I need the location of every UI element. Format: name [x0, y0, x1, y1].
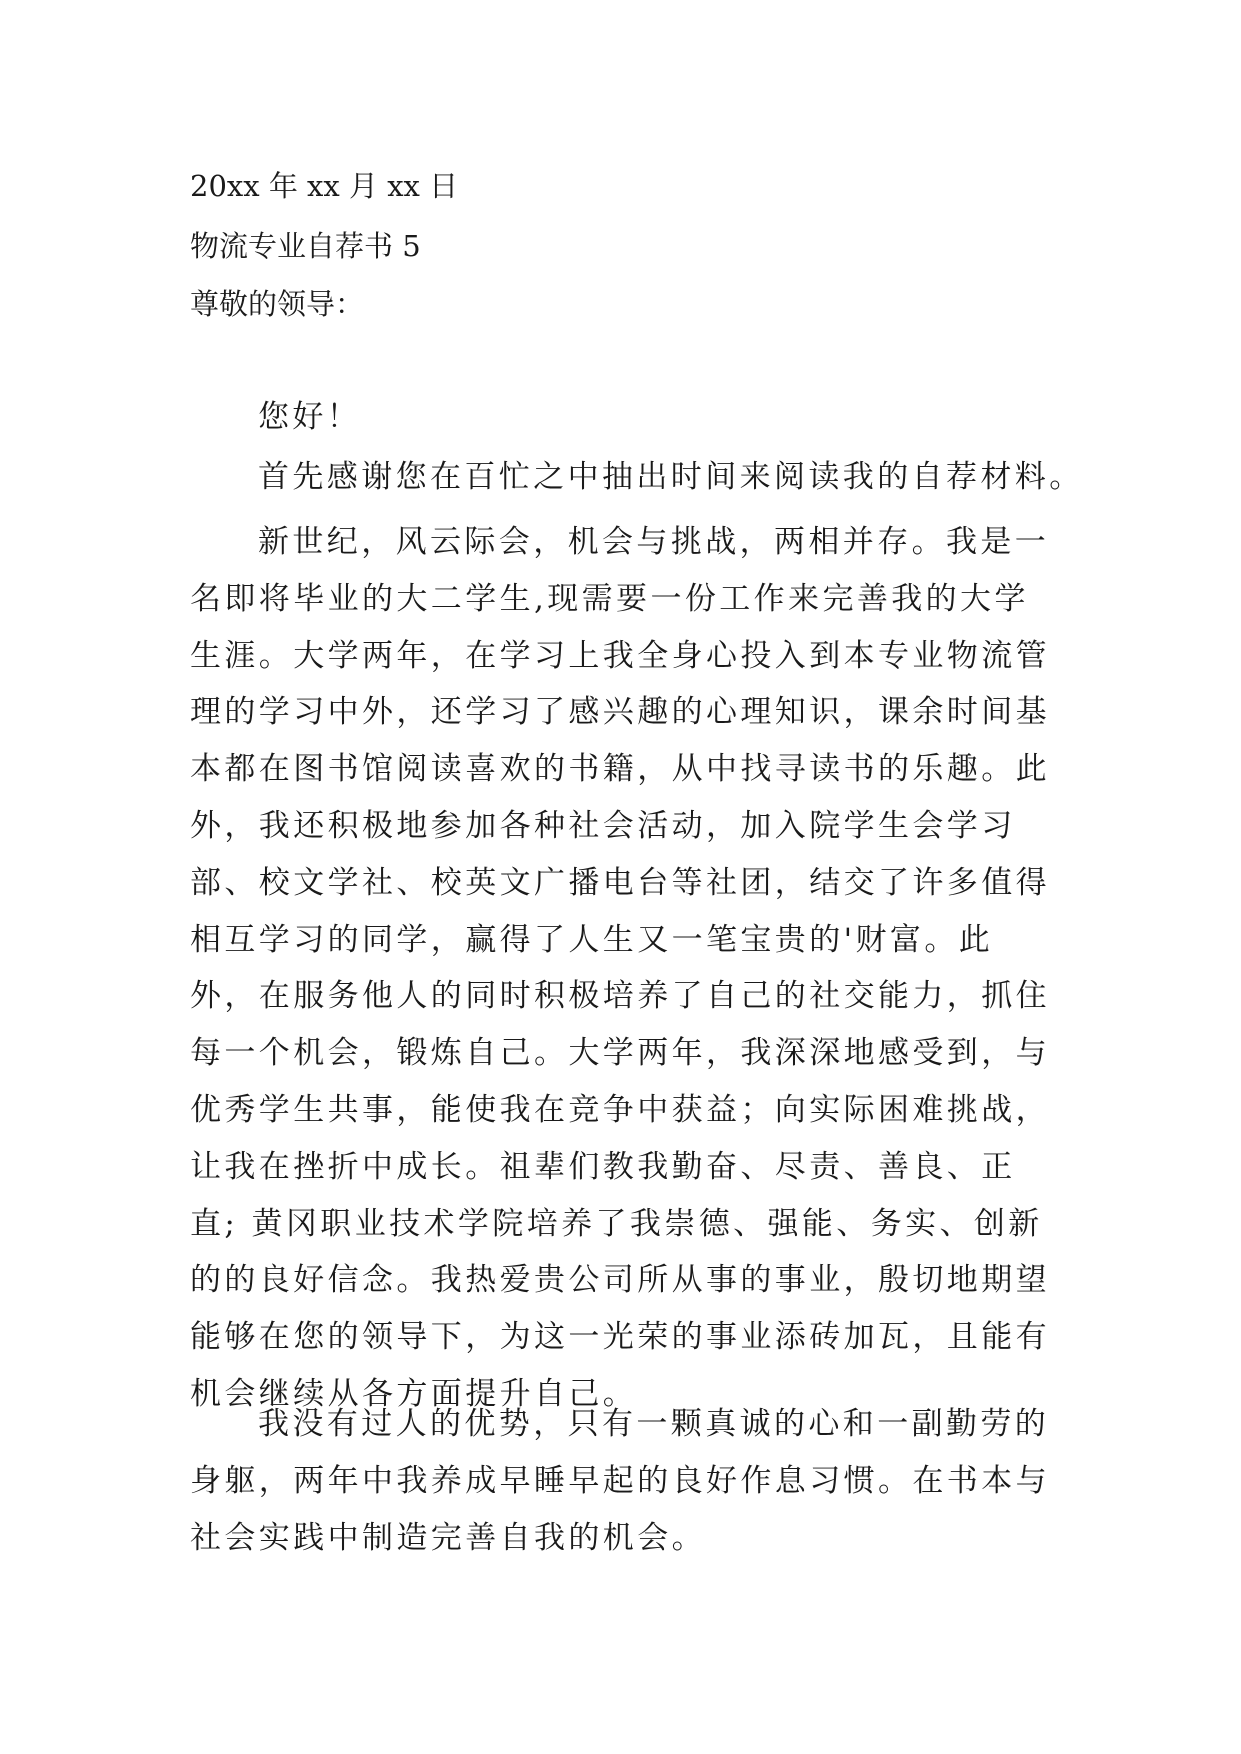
- date-line: 20xx 年 xx 月 xx 日: [190, 169, 459, 203]
- paragraph-thanks: 首先感谢您在百忙之中抽出时间来阅读我的自荐材料。: [258, 459, 1084, 495]
- paragraph-main: 新世纪，风云际会，机会与挑战，两相并存。我是一名即将毕业的大二学生,现需要一份工作来完善我的大学生涯。大学两年，在学习上我全身心投入到本专业物流管理的学习中外，还学习了感兴趣的心理知识，课余时间基本都在图书馆阅读喜欢的书籍，从中找寻读书的乐趣。此外，我还积极地参加各种社会活动，加入院学生会学习部、校文学社、校英文广播电台等社团，结交了许多值得相互学习的同学，赢得了人生又一笔宝贵的'财富。此外，在服务他人的同时积极培养了自己的社交能力，抓住每一个机会，锻炼自己。大学两年，我深深地感受到，与优秀学生共事，能使我在竞争中获益；向实际困难挑战，让我在挫折中成长。祖辈们教我勤奋、尽责、善良、正直; 黄冈职业技术学院培养了我崇德、强能、务实、创新的的良好信念。我热爱贵公司所从事的事业，殷切地期望能够在您的领导下，为这一光荣的事业添砖加瓦，且能有机会继续从各方面提升自己。: [190, 524, 1050, 1412]
- salutation: 尊敬的领导：: [190, 287, 365, 321]
- paragraph-closing: 我没有过人的优势，只有一颗真诚的心和一副勤劳的身躯，两年中我养成早睡早起的良好作息习惯。在书本与社会实践中制造完善自我的机会。: [190, 1406, 1050, 1556]
- greeting: 您好！: [258, 399, 362, 435]
- document-title: 物流专业自荐书 5: [190, 229, 421, 263]
